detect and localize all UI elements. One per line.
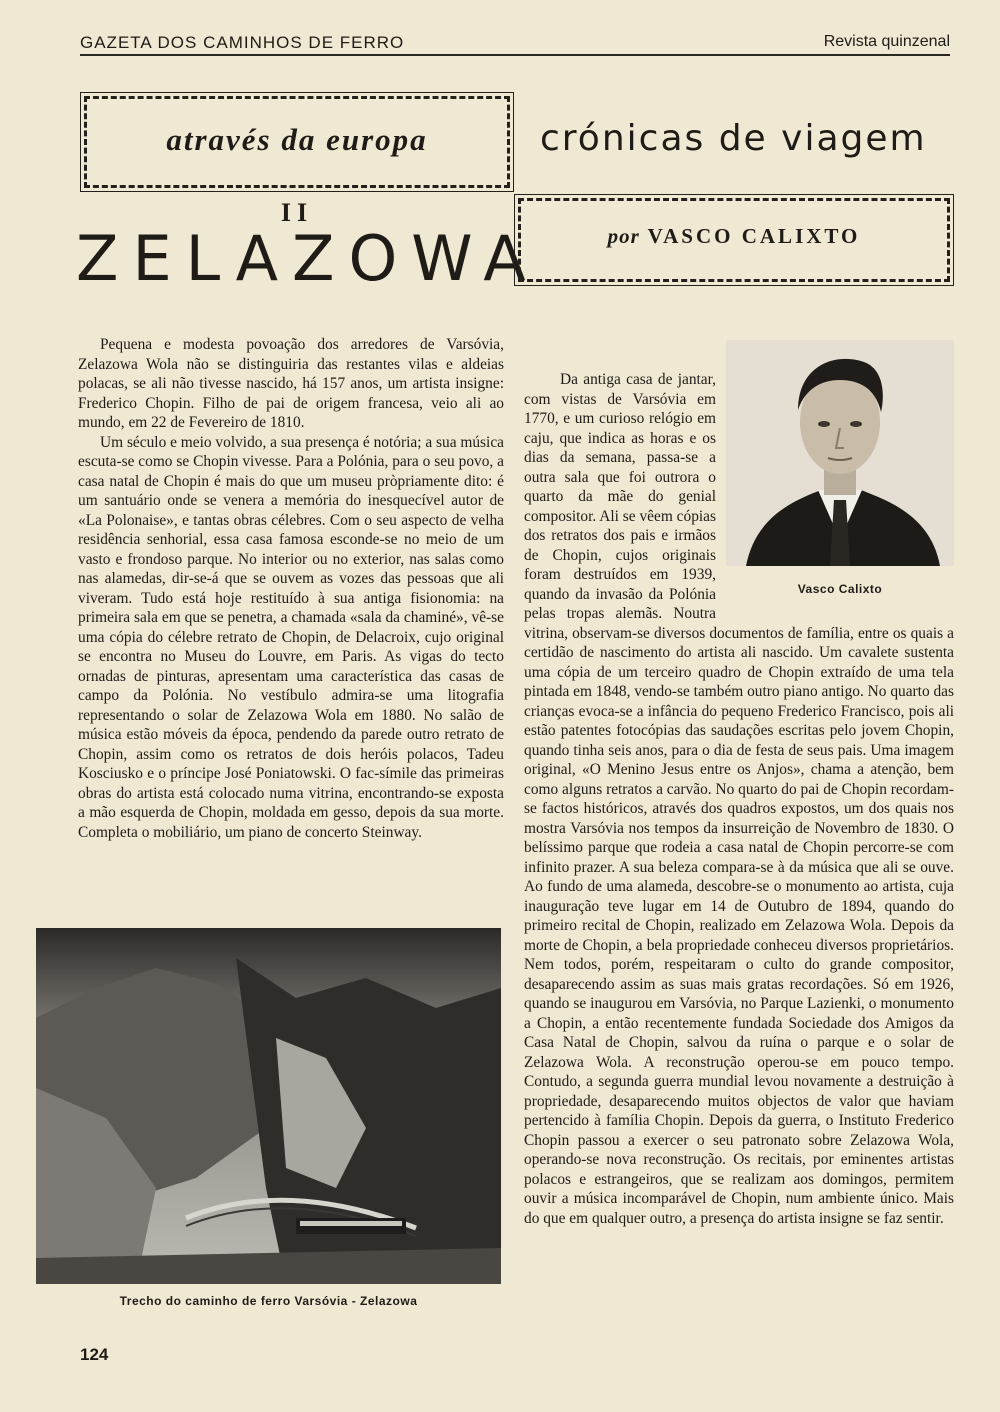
article-title: ZELAZOWA xyxy=(76,222,540,295)
left-column xyxy=(78,335,504,842)
header-rule xyxy=(80,54,950,56)
right-column xyxy=(524,370,954,1228)
article-part: II xyxy=(280,198,314,227)
landscape-image xyxy=(36,928,501,1284)
publication-title: GAZETA DOS CAMINHOS DE FERRO xyxy=(80,33,405,52)
portrait-image xyxy=(726,340,954,566)
byline-prefix: por xyxy=(607,224,640,248)
paragraph: Um século e meio volvido, a sua presença é notória; a sua música escuta-se como se Chopin vivesse. Para a Polónia, para o seu povo, a casa natal de Chopin é mais do que um museu pròpriamente dito: é um santuário onde se venera a memória do inesquecível autor de «La Polonaise», e tantas obras célebres. Com o seu aspecto de velha residência senhorial, essa casa famosa esconde-se no meio de um vasto e frondoso parque. No interior ou no exterior, nas salas como nas alamedas, dir-se-á que se ouvem as vozes das pessoas que ali viveram. Tudo está hoje restituído à sua antiga fisionomia: na primeira sala em que se penetra, a chamada «sala da chaminé», vê-se uma cópia do célebre retrato de Chopin, de Delacroix, cujo original se encontra no Museu do Louvre, em Paris. As vigas do tecto ornadas de pinturas, apresentam uma característica das casas de campo da Polónia. No vestíbulo admira-se uma litografia representando o solar de Zelazowa Wola em 1880. No salão de música estão móveis da época, pendendo da parede outro retrato de Chopin, assim como os retratos de dois heróis polacos, Tadeu Kosciusko e o príncipe José Poniatowski. O fac-símile das primeiras obras do artista está colocado numa vitrina, encontrando-se exposta a mão esquerda de Chopin, moldada em gesso, depois da sua morte. Completa o mobiliário, um piano de concerto Steinway. xyxy=(78,433,504,841)
page-number: 124 xyxy=(80,1345,109,1364)
landscape-caption: Trecho do caminho de ferro Varsóvia - Zelazowa xyxy=(119,1294,418,1308)
series-title: através da europa xyxy=(166,122,428,157)
paragraph: Da antiga casa de jantar, com vistas de Varsóvia em 1770, e um curioso relógio em caju, que indica as horas e os dias da semana, passa-se a outra sala que foi outrora o quarto da mãe do genial compositor. Ali se vêem cópias dos retratos dos pais e irmãos de Chopin, cujos originais foram destruídos em 1939, quando da invasão da Polónia pelas tropas alemãs. Noutra vitrina, observam-se diversos documentos de família, entre os quais a certidão de nascimento do artista ali nascido. Um cavalete sustenta uma cópia de um terceiro quadro de Chopin extraído de uma tela pintada em 1848, vendo-se também outro piano antigo. No quarto das crianças evoca-se a infância do pequeno Frederico Francisco, pois ali estão patentes fotocópias das saudações escritas pelo jovem Chopin, quando tinha seis anos, para o dia de festa de seus pais. Uma imagem original, «O Menino Jesus entre os Anjos», chama a atenção, bem como alguns retratos a carvão. No quarto do pai de Chopin recordam-se factos históricos, através dos quadros expostos, um dos quais nos mostra Varsóvia nos tempos da insurreição de Novembro de 1830. O belíssimo parque que rodeia a casa natal de Chopin percorre-se com infinito prazer. A sua beleza compara-se à da música que ali se ouve. Ao fundo de uma alameda, descobre-se o monumento ao artista, cuja inauguração teve lugar em 14 de Outubro de 1894, quando do primeiro recital de Chopin, realizado em Zelazowa Wola. Depois da morte de Chopin, a bela propriedade conheceu diversos proprietários. Nem todos, porém, respeitaram o culto do grande compositor, desaparecendo assim as suas mais gratas recordações. Só em 1926, quando se inaugurou em Varsóvia, no Parque Lazienki, o monumento a Chopin, a então recentemente fundada Sociedade dos Amigos da Casa Natal de Chopin, salvou da ruína o parque e o solar de Zelazowa Wola. A reconstrução operou-se em pouco tempo. Contudo, a segunda guerra mundial levou novamente a destruição à propriedade, desaparecendo muitos objectos de valor que haviam pertencido à família Chopin. Depois da guerra, o Instituto Frederico Chopin passou a exercer o seu patronato sobre Zelazowa Wola, operando-se nova reconstrução. Os recitais, por eminentes artistas polacos e estrangeiros, que se realizam aos domingos, permitem ouvir a música incomparável de Chopin, num ambiente único. Mais do que em qualquer outro, a presença do artista insigne se faz sentir. xyxy=(524,371,954,1227)
byline xyxy=(518,224,950,249)
publication-subtitle: Revista quinzenal xyxy=(823,33,950,50)
author-name: VASCO CALIXTO xyxy=(647,224,861,248)
paragraph: Pequena e modesta povoação dos arredores de Varsóvia, Zelazowa Wola não se distinguiria das restantes vilas e aldeias polacas, se ali não tivesse nascido, há 157 anos, um artista insigne: Frederico Chopin. Filho de pai de origem francesa, veio ali ao mundo, em 22 de Fevereiro de 1810. xyxy=(78,336,504,431)
portrait-figure xyxy=(726,340,954,602)
portrait-caption: Vasco Calixto xyxy=(797,582,883,596)
portrait-photo xyxy=(726,340,954,566)
section-title: crónicas de viagem xyxy=(540,118,927,159)
landscape-photo xyxy=(36,928,501,1284)
